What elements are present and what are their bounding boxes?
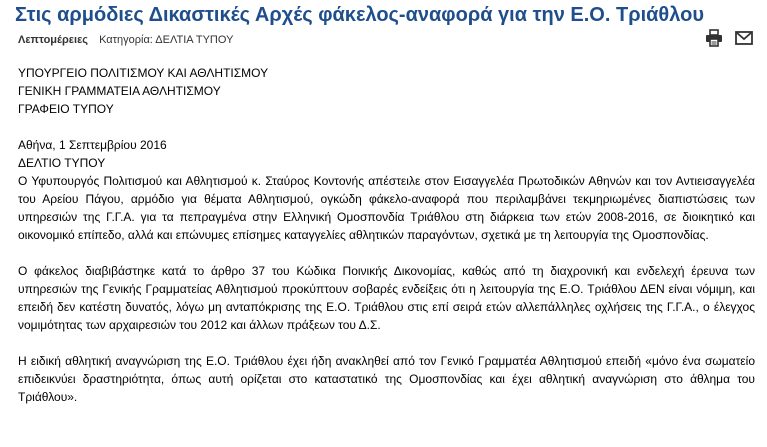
article-meta [18,33,233,47]
print-icon[interactable] [705,29,723,47]
article-title: Στις αρμόδιες Δικαστικές Αρχές φάκελος-αναφορά για την Ε.Ο. Τριάθλου [15,4,704,26]
email-icon[interactable] [735,29,753,47]
issuer-block [18,64,755,118]
paragraph-1: Ο Υφυπουργός Πολιτισμού και Αθλητισμού κ. Σταύρος Κοντονής απέστειλε στον Εισαγγελέα Πρωτοδικών Αθηνών και τον Αντιεισαγγελέα του Αρείου Πάγου, αρμόδιο για θέματα Αθλητισμού, ογκώδη φάκελο-αναφορά που περιλαμβάνει τεκμηριωμένες διαπιστώσεις των υπηρεσιών της Γ.Γ.Α. για τα πεπραγμένα στην Ελληνική Ομοσπονδία Τριάθλου στη διάρκεια των ετών 2008-2016, σε διοικητικό και οικονομικό επίπεδο, αλλά και επώνυμες επίσημες καταγγελίες αθλητικών παραγόντων, σχετικά με τη λειτουργία της Ομοσπονδίας. [18,174,755,242]
article-tools [705,29,753,47]
press-release-date: Αθήνα, 1 Σεπτεμβρίου 2016 [18,138,167,152]
article-body [18,64,755,424]
category-label: Κατηγορία: ΔΕΛΤΙΑ ΤΥΠΟΥ [99,34,234,46]
details-label: Λεπτομέρειες [18,34,89,46]
paragraph-3: Η ειδική αθλητική αναγνώριση της Ε.Ο. Τριάθλου έχει ήδη ανακληθεί από τον Γενικό Γραμματέα Αθλητισμού επειδή «μόνο ένα σωματείο επιδεικνύει δραστηριότητα, όπως αυτή ορίζεται στο καταστατικό της Ομοσπονδίας και έχει αθλητική αναγνώριση στο άθλημα του Τριάθλου». [18,354,755,404]
document-type: ΔΕΛΤΙΟ ΤΥΠΟΥ [18,156,106,170]
issuer-ministry: ΥΠΟΥΡΓΕΙΟ ΠΟΛΙΤΙΣΜΟΥ ΚΑΙ ΑΘΛΗΤΙΣΜΟΥ [18,66,269,80]
issuer-secretariat: ΓΕΝΙΚΗ ΓΡΑΜΜΑΤΕΙΑ ΑΘΛΗΤΙΣΜΟΥ [18,84,221,98]
paragraph-2: Ο φάκελος διαβιβάστηκε κατά το άρθρο 37 του Κώδικα Ποινικής Δικονομίας, καθώς από τη διαχρονική και ενδελεχή έρευνα των υπηρεσιών της Γενικής Γραμματείας Αθλητισμού προκύπτουν σοβαρές ενδείξεις ότι η λειτουργία της Ε.Ο. Τριάθλου ΔΕΝ είναι νόμιμη, και επειδή δεν κατέστη δυνατός, λόγω μη ανταπόκρισης της Ε.Ο. Τριάθλου στις επί σειρά ετών αλλεπάλληλες οχλήσεις της Γ.Γ.Α., ο έλεγχος νομιμότητας των αρχαιρεσιών του 2012 και άλλων πράξεων του Δ.Σ. [18,264,755,332]
issuer-press-office: ΓΡΑΦΕΙΟ ΤΥΠΟΥ [18,102,114,116]
